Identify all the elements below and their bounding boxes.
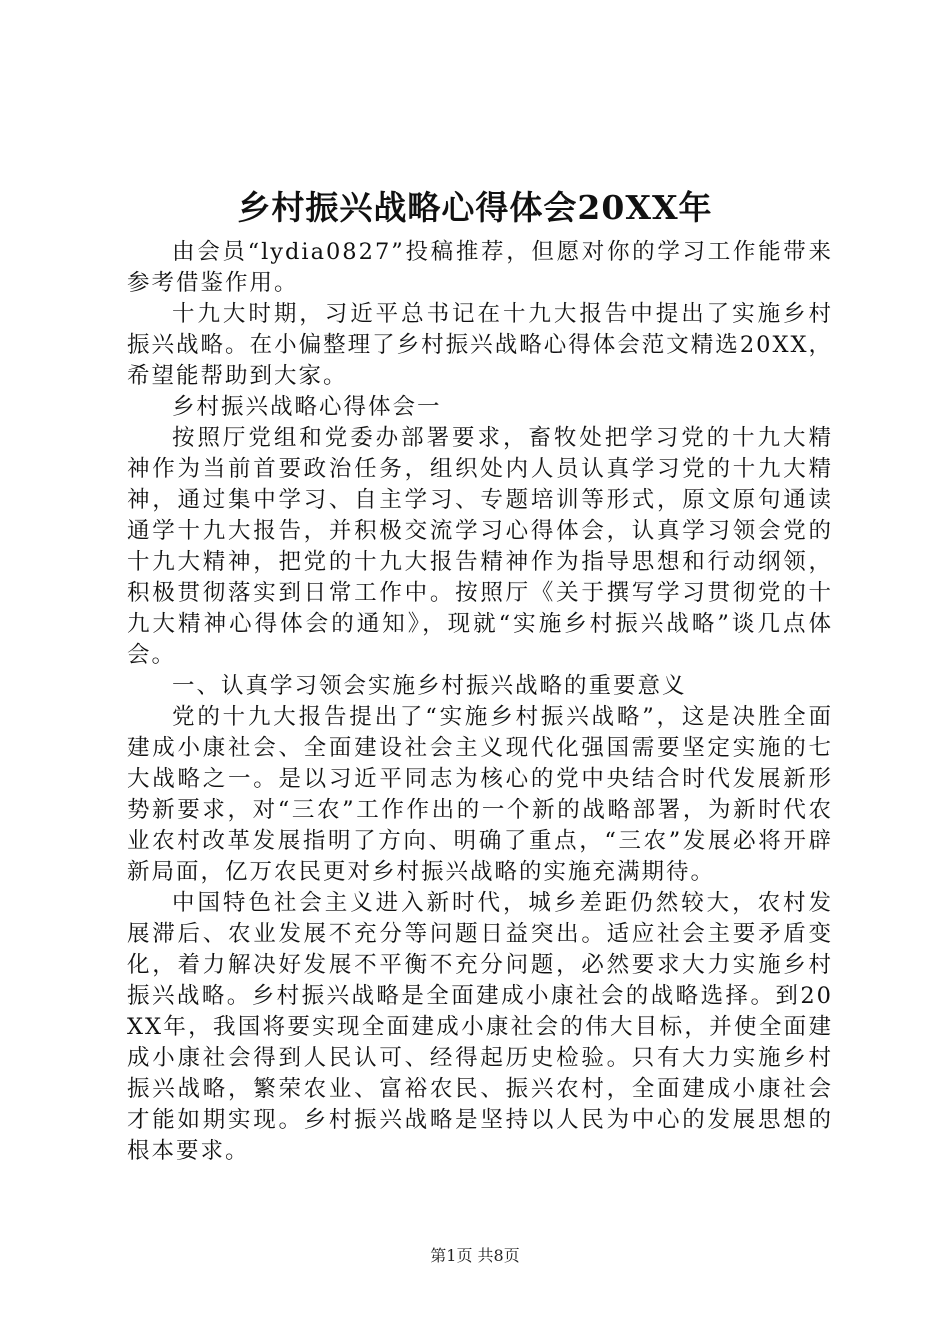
body-paragraph: 党的十九大报告提出了“实施乡村振兴战略”，这是决胜全面建成小康社会、全面建设社会主义现代化强国需要坚定实施的七大战略之一。是以习近平同志为核心的党中央结合时代发展新形势新要求，对“三农”工作作出的一个新的战略部署，为新时代农业农村改革发展指明了方向、明确了重点，“三农”发展必将开辟新局面，亿万农民更对乡村振兴战略的实施充满期待。 xyxy=(127,704,833,885)
section-heading-one: 一、认真学习领会实施乡村振兴战略的重要意义 xyxy=(172,673,687,699)
document-body xyxy=(127,237,833,1167)
body-paragraph: 中国特色社会主义进入新时代，城乡差距仍然较大，农村发展滞后、农业发展不充分等问题日益突出。适应社会主要矛盾变化，着力解决好发展不平衡不充分问题，必然要求大力实施乡村振兴战略。乡村振兴战略是全面建成小康社会的战略选择。到20XX年，我国将要实现全面建成小康社会的伟大目标，并使全面建成小康社会得到人民认可、经得起历史检验。只有大力实施乡村振兴战略，繁荣农业、富裕农民、振兴农村，全面建成小康社会才能如期实现。乡村振兴战略是坚持以人民为中心的发展思想的根本要求。 xyxy=(127,890,833,1164)
preface-paragraph: 十九大时期，习近平总书记在十九大报告中提出了实施乡村振兴战略。在小偏整理了乡村振兴战略心得体会范文精选20XX，希望能帮助到大家。 xyxy=(127,301,833,389)
page-number-footer: 第1页 共8页 xyxy=(430,1246,520,1265)
body-paragraph: 按照厅党组和党委办部署要求，畜牧处把学习党的十九大精神作为当前首要政治任务，组织处内人员认真学习党的十九大精神，通过集中学习、自主学习、专题培训等形式，原文原句通读通学十九大报告，并积极交流学习心得体会，认真学习领会党的十九大精神，把党的十九大报告精神作为指导思想和行动纲领，积极贯彻落实到日常工作中。按照厅《关于撰写学习贯彻党的十九大精神心得体会的通知》，现就“实施乡村振兴战略”谈几点体会。 xyxy=(127,425,833,668)
document-title: 乡村振兴战略心得体会20XX年 xyxy=(237,188,713,227)
intro-paragraph: 由会员“lydia0827”投稿推荐，但愿对你的学习工作能带来参考借鉴作用。 xyxy=(127,239,833,296)
subheading-essay-one: 乡村振兴战略心得体会一 xyxy=(172,394,442,420)
